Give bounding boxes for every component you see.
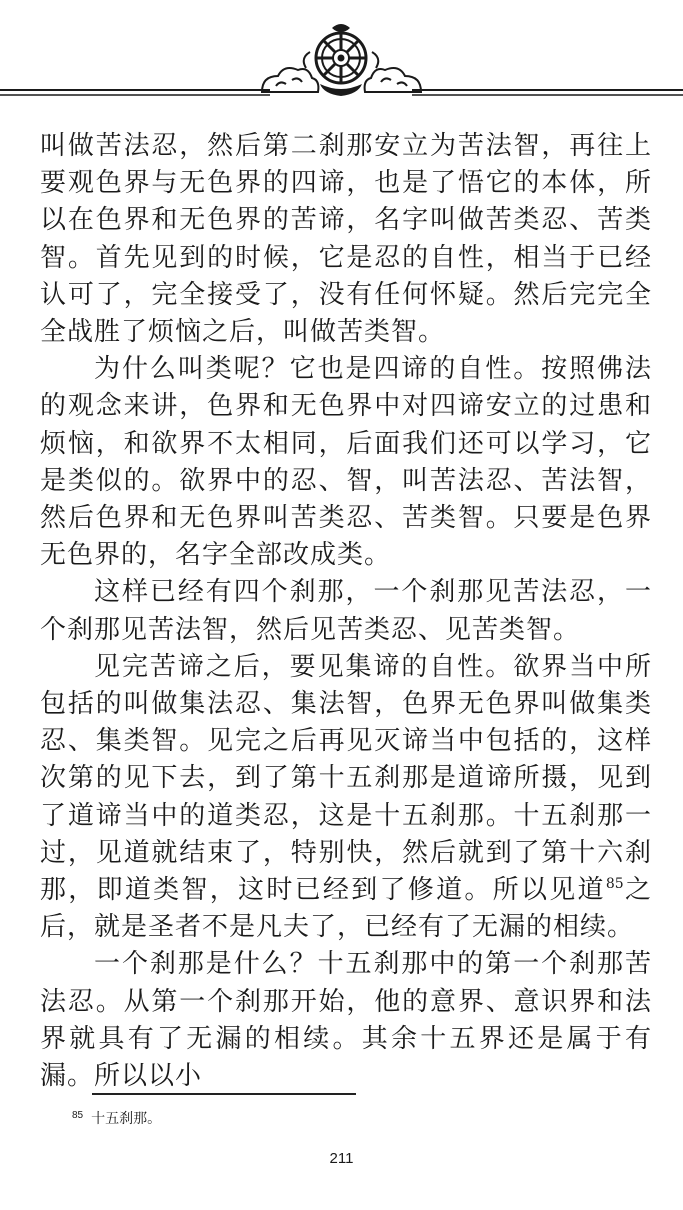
dharma-wheel-icon bbox=[304, 24, 379, 96]
paragraph: 这样已经有四个刹那，一个刹那见苦法忍，一个刹那见苦法智，然后见苦类忍、见苦类智。 bbox=[40, 577, 652, 645]
cloud-left-icon bbox=[262, 68, 318, 92]
footnote bbox=[72, 1108, 161, 1128]
footnote-reference[interactable]: 85 bbox=[605, 876, 624, 893]
paragraph-text-part: 之后，就是圣者不是凡夫了，已经有了无漏的相续。 bbox=[40, 875, 652, 943]
cloud-right-icon bbox=[365, 68, 421, 92]
double-rule-right bbox=[412, 90, 683, 95]
header-ornament bbox=[0, 22, 683, 102]
double-rule-left bbox=[0, 90, 270, 95]
paragraph bbox=[40, 649, 652, 947]
paragraph: 一个刹那是什么？十五刹那中的第一个刹那苦法忍。从第一个刹那开始，他的意界、意识界和法界就具有了无漏的相续。其余十五界还是属于有漏。所以以小 bbox=[40, 949, 652, 1092]
body-text bbox=[40, 128, 652, 1095]
footnote-text: 十五刹那。 bbox=[91, 1111, 162, 1127]
paragraph: 为什么叫类呢？它也是四谛的自性。按照佛法的观念来讲，色界和无色界中对四谛安立的过患和烦恼，和欲界不太相同，后面我们还可以学习，它是类似的。欲界中的忍、智，叫苦法忍、苦法智，然后色界和无色界叫苦类忍、苦类智。只要是色界无色界的，名字全部改成类。 bbox=[40, 354, 652, 571]
page-number: 211 bbox=[329, 1150, 354, 1167]
footnote-divider bbox=[92, 1093, 356, 1095]
footnote-number: 85 bbox=[72, 1110, 84, 1121]
paragraph: 叫做苦法忍，然后第二刹那安立为苦法智，再往上要观色界与无色界的四谛，也是了悟它的本体，所以在色界和无色界的苦谛，名字叫做苦类忍、苦类智。首先见到的时候，它是忍的自性，相当于已经认可了，完全接受了，没有任何怀疑。然后完完全全战胜了烦恼之后，叫做苦类智。 bbox=[40, 131, 652, 348]
paragraph-text-part: 见完苦谛之后，要见集谛的自性。欲界当中所包括的叫做集法忍、集法智，色界无色界叫做集类忍、集类智。见完之后再见灭谛当中包括的，这样次第的见下去，到了第十五刹那是道谛所摄，见到了道谛当中的道类忍，这是十五刹那。十五刹那一过，见道就结束了，特别快，然后就到了第十六刹那，即道类智，这时已经到了修道。所以见道 bbox=[40, 651, 652, 906]
